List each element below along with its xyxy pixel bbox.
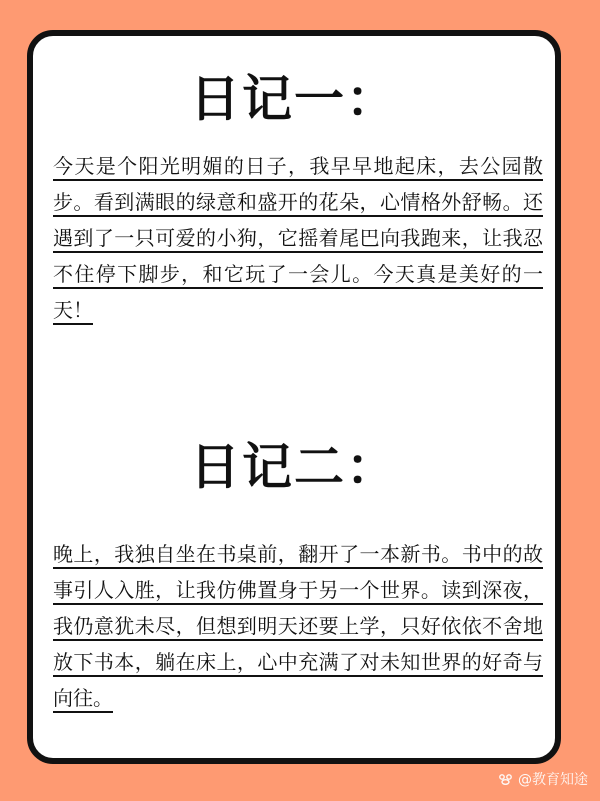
diary-one-text: 今天是个阳光明媚的日子，我早早地起床，去公园散步。看到满眼的绿意和盛开的花朵，心情格外舒畅。还遇到了一只可爱的小狗，它摇着尾巴向我跑来，让我忍不住停下脚步，和它玩了一会儿。今天真是美好的一天！ (53, 154, 543, 322)
paw-icon (498, 773, 514, 785)
watermark (498, 769, 588, 789)
diary-card (27, 30, 561, 764)
diary-two-title: 日记二： (190, 438, 398, 496)
diary-one-title: 日记一： (190, 70, 398, 128)
watermark-text: @教育知途 (518, 772, 588, 788)
diary-two-text: 晚上，我独自坐在书桌前，翻开了一本新书。书中的故事引人入胜，让我仿佛置身于另一个世界。读到深夜，我仍意犹未尽，但想到明天还要上学，只好依依不舍地放下书本，躺在床上，心中充满了对未知世界的好奇与向往。 (53, 542, 543, 710)
